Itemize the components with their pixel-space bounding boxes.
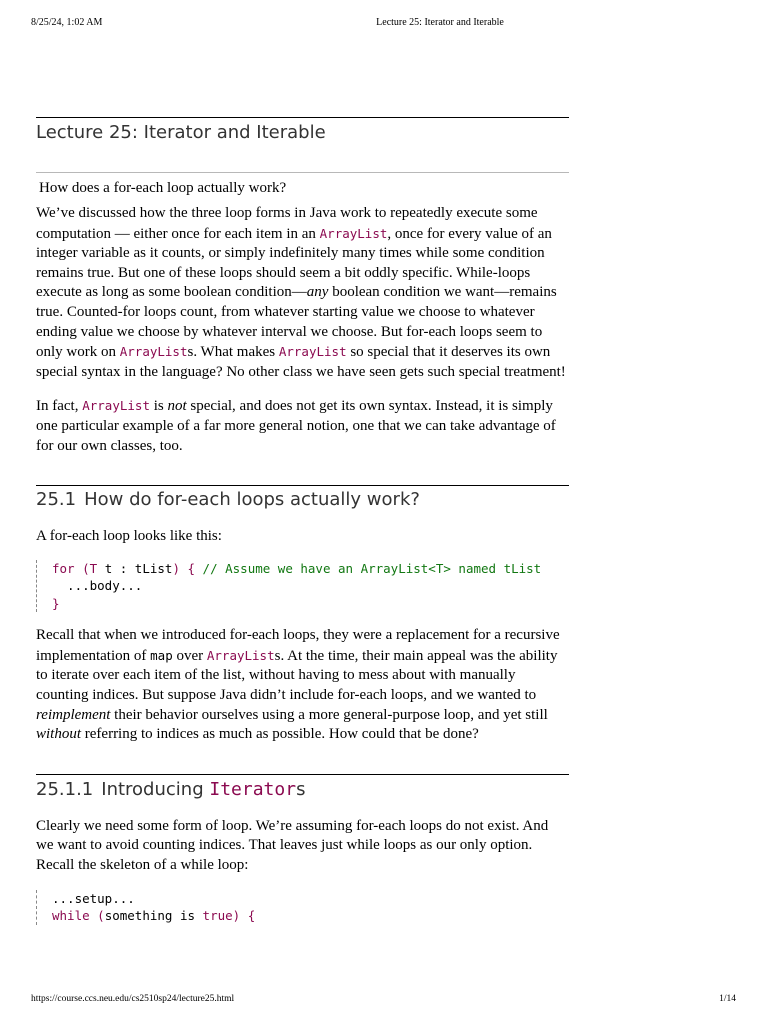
text: is <box>149 398 168 415</box>
section-title-suffix: s <box>296 778 306 800</box>
section-title: How do for-each loops actually work? <box>84 489 420 511</box>
text: over <box>172 647 207 664</box>
section2-paragraph-1: Clearly we need some form of loop. We’re assuming for-each loops do not exist. And we want to avoid counting indices. That leaves just while loops as our only option. Recall the skeleton of a while loop: <box>36 817 549 873</box>
code-token: ) { <box>172 560 196 576</box>
text: We’ve discussed how the three loop forms in Java work to repeatedly execute some computation — either once for each item in an <box>36 205 538 242</box>
lecture-content <box>36 117 569 925</box>
inline-code: ArrayList <box>206 647 275 663</box>
code-token: t : tList <box>97 560 173 576</box>
text: so special that it deserves its own special syntax in the language? No other class we have seen gets such special treatment! <box>36 344 566 380</box>
text: their behavior ourselves using a more general-purpose loop, and yet still <box>110 706 548 723</box>
code-type: T <box>89 560 98 576</box>
print-page-number: 1/14 <box>719 994 736 1004</box>
code-token: ( <box>74 560 90 576</box>
text: In fact, <box>36 398 83 415</box>
code-line: ...body... <box>52 578 143 594</box>
code-keyword: true <box>202 908 233 924</box>
section-number: 25.1 <box>36 489 77 511</box>
inline-code: ArrayList <box>82 398 150 414</box>
code-token: something is <box>104 908 203 924</box>
code-keyword: for <box>52 560 75 576</box>
code-token: ( <box>89 908 105 924</box>
code-block-foreach <box>36 560 569 613</box>
code-keyword: while <box>52 908 90 924</box>
text: , once for every value of an integer variable as it counts, or simply indefinitely many times while some condition remains true. But one of these loops should seem a bit oddly specific. While-loops execute as long as some boolean condition— <box>36 225 552 301</box>
inline-code: ArrayList <box>319 225 388 241</box>
text: s. At the time, their main appeal was the ability to iterate over each item of the list, without having to mess about with manually counting indices. But suppose Java didn’t include for-each loops, and we wanted to <box>36 647 558 703</box>
code-token: ) { <box>232 908 256 924</box>
code-block-while <box>36 890 569 925</box>
print-doc-title: Lecture 25: Iterator and Iterable <box>376 17 504 28</box>
text: referring to indices as much as possible. How could that be done? <box>81 726 479 743</box>
text: special, and does not get its own syntax. Instead, it is simply one particular example of a far more general notion, one that we can take advantage of for our own classes, too. <box>36 398 556 454</box>
section1-paragraph-1: A for-each loop looks like this: <box>36 528 222 545</box>
print-datetime: 8/25/24, 1:02 AM <box>31 17 103 28</box>
text: boolean condition we want—remains true. Counted-for loops count, from whatever starting value we choose to whatever ending value we choose by whatever interval we choose. But for-each loops seem to only work on <box>36 284 557 361</box>
section-heading-25-1 <box>36 485 569 511</box>
section-title-code: Iterator <box>209 778 297 800</box>
emphasis: not <box>167 398 187 415</box>
toc-link[interactable]: How does a for-each loop actually work? <box>39 180 287 196</box>
print-url: https://course.ccs.neu.edu/cs2510sp24/lecture25.html <box>31 994 235 1004</box>
section-number: 25.1.1 <box>36 778 94 800</box>
code-line: ...setup... <box>52 890 135 906</box>
toc-divider <box>36 172 569 173</box>
emphasis: reimplement <box>36 706 111 723</box>
section-title: Introducing <box>101 778 210 800</box>
text: Recall that when we introduced for-each loops, they were a replacement for a recursive implementation of <box>36 627 560 664</box>
emphasis: any <box>306 284 329 301</box>
inline-code: ArrayList <box>278 344 347 360</box>
emphasis: without <box>36 726 82 743</box>
intro-paragraph-1 <box>36 204 569 382</box>
section1-paragraph-2 <box>36 626 569 745</box>
section-heading-25-1-1 <box>36 774 569 801</box>
page-title: Lecture 25: Iterator and Iterable <box>36 117 569 172</box>
code-comment: // Assume we have an ArrayList<T> named tList <box>195 560 542 576</box>
text: s. What makes <box>187 344 279 361</box>
code-token: } <box>52 595 60 611</box>
inline-code: ArrayList <box>119 344 188 360</box>
inline-code: map <box>150 647 173 663</box>
intro-paragraph-2 <box>36 396 569 456</box>
